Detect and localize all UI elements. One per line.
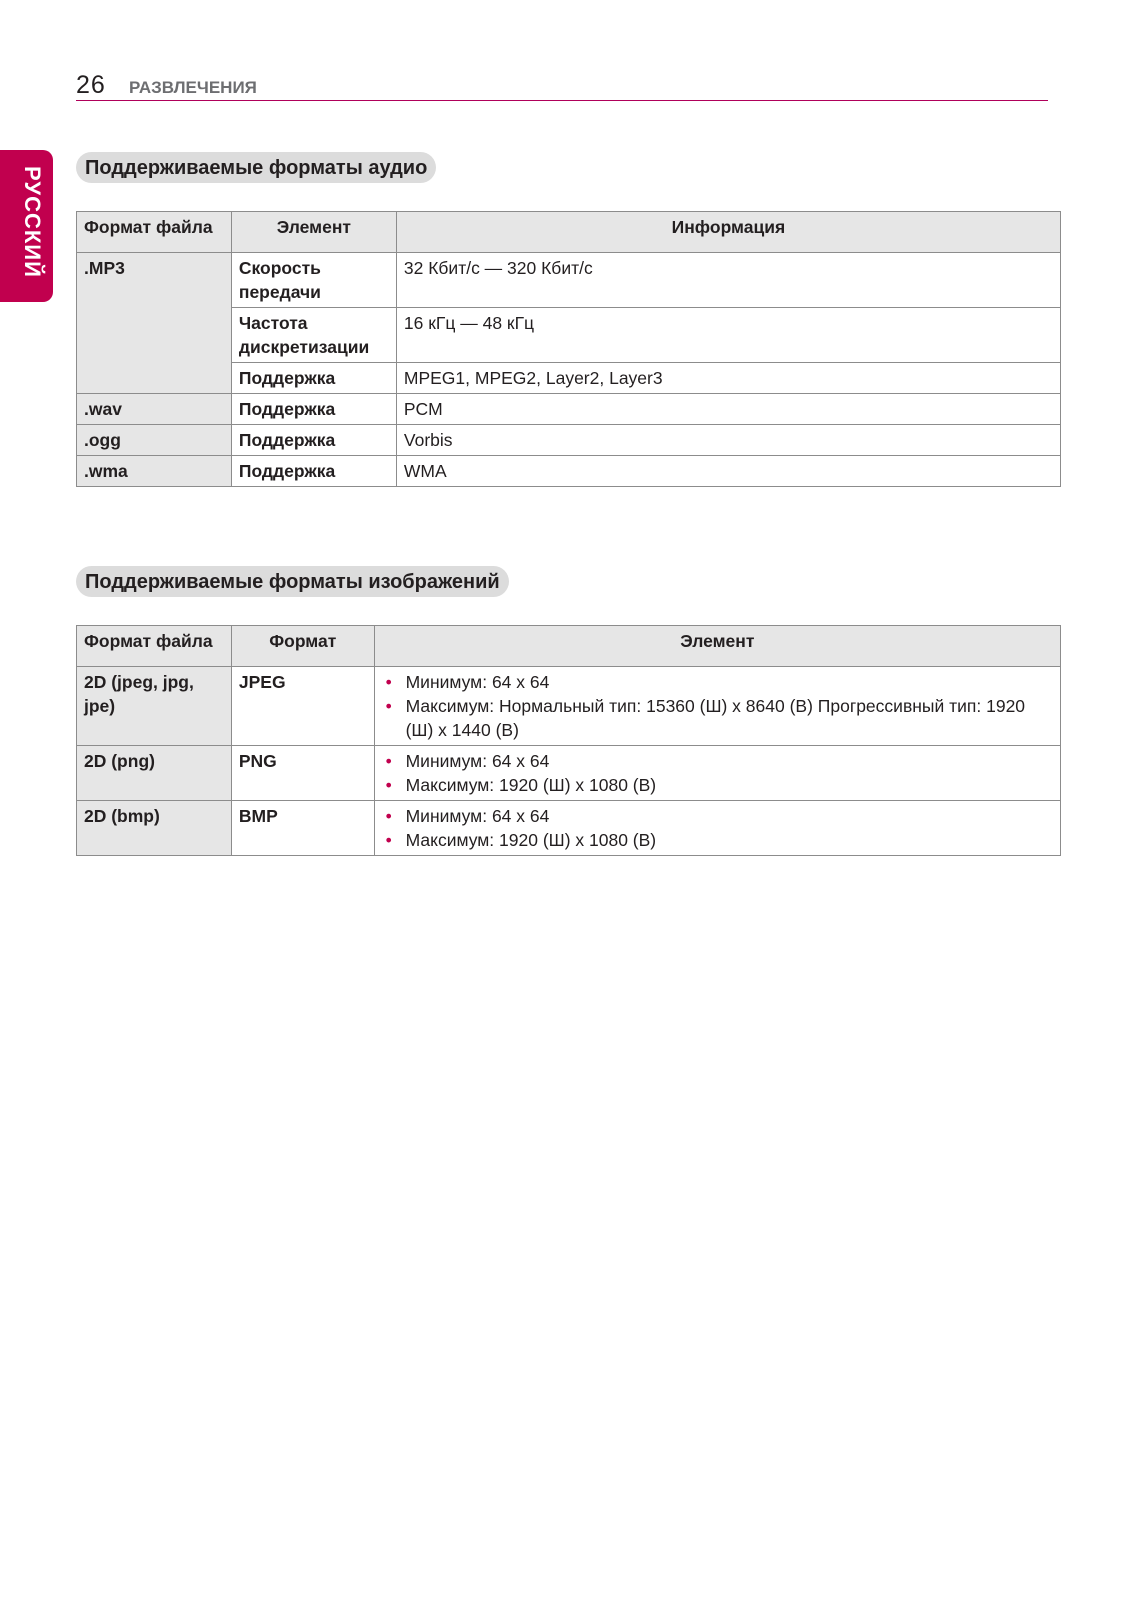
- list-item: • Минимум: 64 x 64: [382, 749, 1053, 773]
- cell-element: Поддержка: [231, 394, 396, 425]
- cell-file-format: 2D (png): [77, 746, 232, 801]
- page-header: [76, 70, 1048, 101]
- image-formats-table: [76, 625, 1061, 856]
- cell-file-format: 2D (jpeg, jpg, jpe): [77, 667, 232, 746]
- list-item: • Максимум: 1920 (Ш) x 1080 (В): [382, 828, 1053, 852]
- section-name: РАЗВЛЕЧЕНИЯ: [129, 78, 257, 97]
- cell-element: Частота дискретизации: [231, 308, 396, 363]
- table-row: [77, 456, 1061, 487]
- cell-elements: [374, 746, 1060, 801]
- list-item: • Максимум: 1920 (Ш) x 1080 (В): [382, 773, 1053, 797]
- cell-element: Поддержка: [231, 363, 396, 394]
- cell-element: Скорость передачи: [231, 253, 396, 308]
- list-item: • Максимум: Нормальный тип: 15360 (Ш) x 8640 (В) Прогрессивный тип: 1920 (Ш) x 1440 (В): [382, 694, 1053, 742]
- audio-section-title: Поддерживаемые форматы аудио: [76, 152, 436, 183]
- cell-format: BMP: [231, 801, 374, 856]
- list-item: • Минимум: 64 x 64: [382, 670, 1053, 694]
- cell-info: 16 кГц — 48 кГц: [396, 308, 1060, 363]
- table-row: [77, 394, 1061, 425]
- cell-info: 32 Кбит/с — 320 Кбит/с: [396, 253, 1060, 308]
- cell-file-format: .MP3: [77, 253, 232, 394]
- audio-formats-table: [76, 211, 1061, 487]
- cell-format: PNG: [231, 746, 374, 801]
- cell-info: Vorbis: [396, 425, 1060, 456]
- language-tab-label: РУССКИЙ: [20, 166, 45, 278]
- cell-info: WMA: [396, 456, 1060, 487]
- bullet-list: [382, 804, 1053, 852]
- table-row: [77, 425, 1061, 456]
- column-header-file-format: Формат файла: [77, 626, 232, 667]
- cell-elements: [374, 667, 1060, 746]
- table-row: [77, 746, 1061, 801]
- cell-elements: [374, 801, 1060, 856]
- cell-element: Поддержка: [231, 456, 396, 487]
- table-row: [77, 253, 1061, 308]
- cell-format: JPEG: [231, 667, 374, 746]
- cell-file-format: .wma: [77, 456, 232, 487]
- column-header-element: Элемент: [374, 626, 1060, 667]
- table-header-row: [77, 626, 1061, 667]
- column-header-element: Элемент: [231, 212, 396, 253]
- language-tab: [0, 150, 53, 302]
- list-item: • Минимум: 64 x 64: [382, 804, 1053, 828]
- column-header-format: Формат: [231, 626, 374, 667]
- cell-info: PCM: [396, 394, 1060, 425]
- table-header-row: [77, 212, 1061, 253]
- page-number: 26: [76, 71, 106, 99]
- table-row: [77, 667, 1061, 746]
- bullet-list: [382, 749, 1053, 797]
- cell-element: Поддержка: [231, 425, 396, 456]
- table-row: [77, 801, 1061, 856]
- cell-file-format: .ogg: [77, 425, 232, 456]
- column-header-info: Информация: [396, 212, 1060, 253]
- bullet-list: [382, 670, 1053, 742]
- cell-file-format: 2D (bmp): [77, 801, 232, 856]
- image-section-title: Поддерживаемые форматы изображений: [76, 566, 509, 597]
- cell-info: MPEG1, MPEG2, Layer2, Layer3: [396, 363, 1060, 394]
- column-header-file-format: Формат файла: [77, 212, 232, 253]
- cell-file-format: .wav: [77, 394, 232, 425]
